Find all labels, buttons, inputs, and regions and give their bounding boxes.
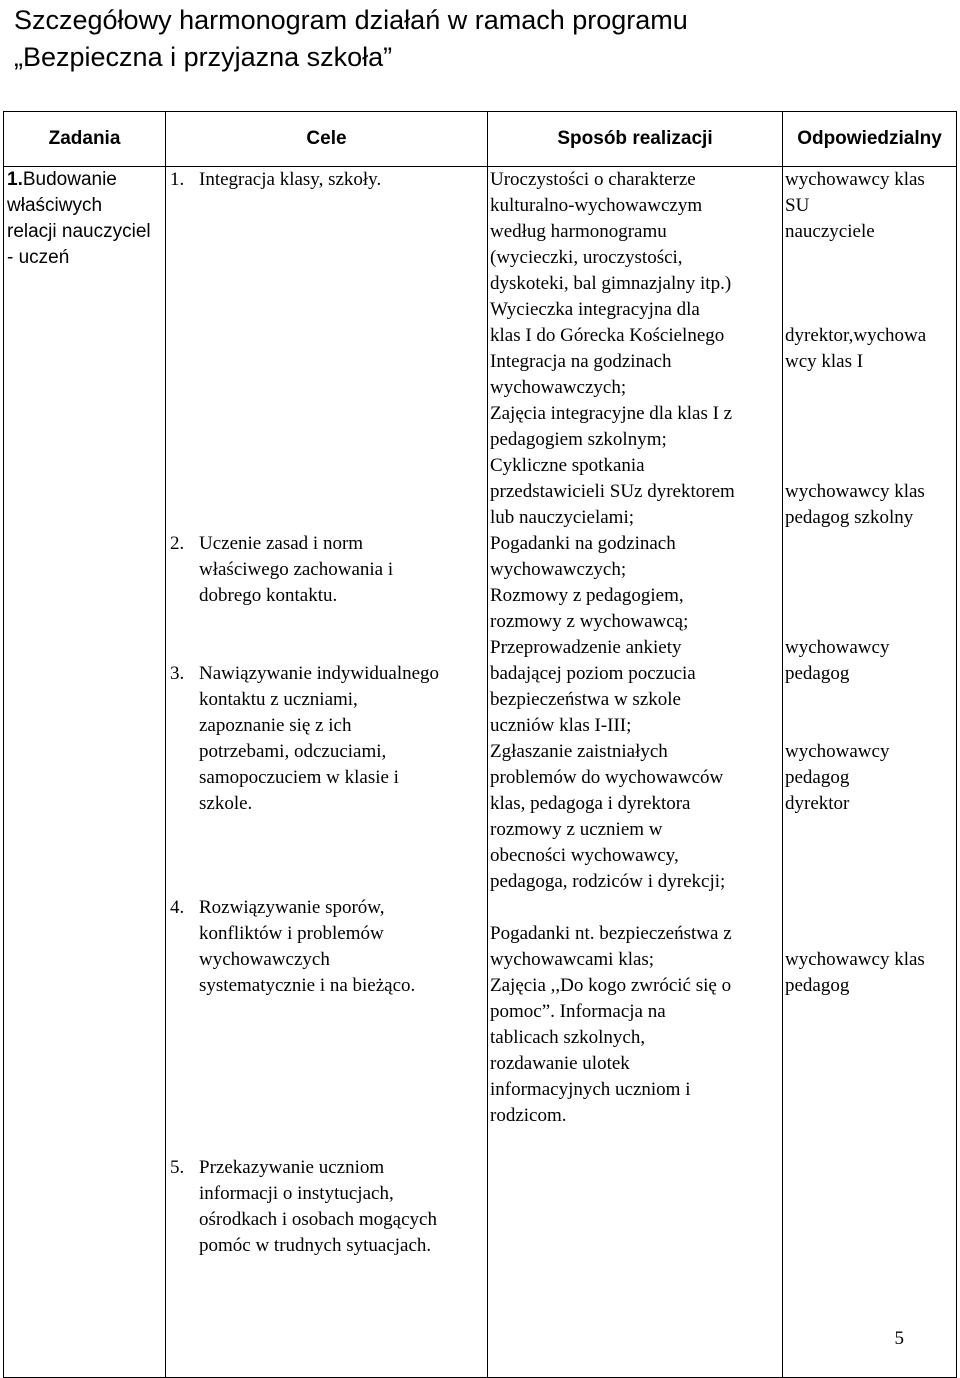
responsible-block-6	[785, 947, 925, 999]
responsible-line: SU	[785, 195, 810, 216]
method-line: Rozmowy z pedagogiem,	[490, 585, 684, 606]
method-line: wychowawczych;	[490, 377, 627, 398]
responsible-line: dyrektor	[785, 793, 850, 814]
method-line: Wycieczka integracyjna dla	[490, 299, 700, 320]
goal-line: Uczenie zasad i norm	[199, 533, 364, 554]
responsible-line: pedagog szkolny	[785, 507, 914, 528]
goal-number: 4.	[170, 897, 185, 918]
method-line: pedagogiem szkolnym;	[490, 429, 667, 450]
goals-cell	[166, 167, 488, 1378]
task-number: 1.	[7, 169, 23, 190]
method-line: badającej poziom poczucia	[490, 663, 696, 684]
goal-line: właściwego zachowania i	[199, 559, 394, 580]
method-line: (wycieczki, uroczystości,	[490, 247, 683, 268]
method-line: przedstawicieli SUz dyrektorem	[490, 481, 735, 502]
method-line: problemów do wychowawców	[490, 767, 724, 788]
title-line-2: „Bezpieczna i przyjazna szkoła”	[14, 42, 393, 72]
method-line: rozmowy z wychowawcą;	[490, 611, 689, 632]
method-line: Integracja na godzinach	[490, 351, 672, 372]
document-title	[14, 2, 944, 76]
task-line: Budowanie	[22, 169, 117, 190]
method-line: Zajęcia ,,Do kogo zwrócić się o	[490, 975, 732, 996]
header-goals: Cele	[166, 112, 488, 167]
goal-line: wychowawczych	[199, 949, 330, 970]
goal-line: szkole.	[199, 793, 253, 814]
method-line: rodzicom.	[490, 1105, 567, 1126]
method-line: informacyjnych uczniom i	[490, 1079, 691, 1100]
goal-line: Nawiązywanie indywidualnego	[199, 663, 440, 684]
method-line: Pogadanki nt. bezpieczeństwa z	[490, 923, 732, 944]
goal-line: kontaktu z uczniami,	[199, 689, 358, 710]
goal-line: Rozwiązywanie sporów,	[199, 897, 385, 918]
responsible-line: pedagog	[785, 767, 850, 788]
title-line-1: Szczegółowy harmonogram działań w ramach programu	[14, 5, 688, 35]
responsible-line: wcy klas I	[785, 351, 864, 372]
method-line: Pogadanki na godzinach	[490, 533, 676, 554]
task-row	[4, 167, 957, 1378]
responsible-block-1	[785, 167, 925, 245]
header-tasks: Zadania	[4, 112, 166, 167]
responsible-block-5	[785, 739, 889, 817]
responsible-block-3	[785, 479, 925, 531]
goal-number: 3.	[170, 663, 185, 684]
responsible-line: pedagog	[785, 975, 850, 996]
goal-line: samopoczuciem w klasie i	[199, 767, 399, 788]
goal-number: 2.	[170, 533, 185, 554]
responsible-block-2	[785, 323, 926, 375]
schedule-table	[3, 111, 957, 1378]
method-line: Zajęcia integracyjne dla klas I z	[490, 403, 733, 424]
goal-number: 5.	[170, 1157, 185, 1178]
method-line: Przeprowadzenie ankiety	[490, 637, 682, 658]
goal-line: dobrego kontaktu.	[199, 585, 338, 606]
goal-line: Przekazywanie uczniom	[199, 1157, 385, 1178]
responsible-line: wychowawcy klas	[785, 481, 925, 502]
method-line: Uroczystości o charakterze	[490, 169, 696, 190]
method-line: uczniów klas I-III;	[490, 715, 632, 736]
goal-line: pomóc w trudnych sytuacjach.	[199, 1235, 432, 1256]
responsible-line: wychowawcy	[785, 637, 890, 658]
method-block-2	[490, 921, 732, 1129]
goal-line: informacji o instytucjach,	[199, 1183, 394, 1204]
header-row	[4, 112, 957, 167]
goal-line: potrzebami, odczuciami,	[199, 741, 387, 762]
method-line: kulturalno-wychowawczym	[490, 195, 703, 216]
task-line: - uczeń	[7, 247, 70, 268]
method-block-1	[490, 167, 735, 895]
method-line: obecności wychowawcy,	[490, 845, 679, 866]
responsible-line: pedagog	[785, 663, 850, 684]
method-line: wychowawcami klas;	[490, 949, 655, 970]
responsible-cell	[783, 167, 957, 1378]
goal-line: konfliktów i problemów	[199, 923, 384, 944]
method-line: klas I do Górecka Kościelnego	[490, 325, 725, 346]
goal-line: zapoznanie się z ich	[199, 715, 352, 736]
responsible-block-4	[785, 635, 889, 687]
goal-line: ośrodkach i osobach mogących	[199, 1209, 437, 1230]
method-line: Zgłaszanie zaistniałych	[490, 741, 668, 762]
header-responsible: Odpowiedzialny	[783, 112, 957, 167]
responsible-line: wychowawcy klas	[785, 169, 925, 190]
method-line: bezpieczeństwa w szkole	[490, 689, 681, 710]
method-line: pedagoga, rodziców i dyrekcji;	[490, 871, 726, 892]
task-cell	[4, 167, 166, 1378]
method-line: według harmonogramu	[490, 221, 667, 242]
method-line: rozdawanie ulotek	[490, 1053, 630, 1074]
responsible-line: wychowawcy klas	[785, 949, 925, 970]
task-text	[7, 167, 151, 271]
header-method: Sposób realizacji	[488, 112, 783, 167]
method-cell	[488, 167, 783, 1378]
responsible-line: nauczyciele	[785, 221, 875, 242]
goal-number: 1.	[170, 169, 185, 190]
method-line: klas, pedagoga i dyrektora	[490, 793, 691, 814]
goal-line: systematycznie i na bieżąco.	[199, 975, 416, 996]
method-line: Cykliczne spotkania	[490, 455, 645, 476]
goal-line: Integracja klasy, szkoły.	[199, 169, 382, 190]
method-line: lub nauczycielami;	[490, 507, 635, 528]
task-line: relacji nauczyciel	[7, 221, 151, 242]
task-line: właściwych	[7, 195, 103, 216]
responsible-line: wychowawcy	[785, 741, 890, 762]
responsible-line: dyrektor,wychowa	[785, 325, 927, 346]
method-line: tablicach szkolnych,	[490, 1027, 646, 1048]
method-line: dyskoteki, bal gimnazjalny itp.)	[490, 273, 732, 294]
method-line: rozmowy z uczniem w	[490, 819, 663, 840]
method-line: wychowawczych;	[490, 559, 627, 580]
method-line: pomoc”. Informacja na	[490, 1001, 666, 1022]
page-number: 5	[894, 1328, 904, 1349]
